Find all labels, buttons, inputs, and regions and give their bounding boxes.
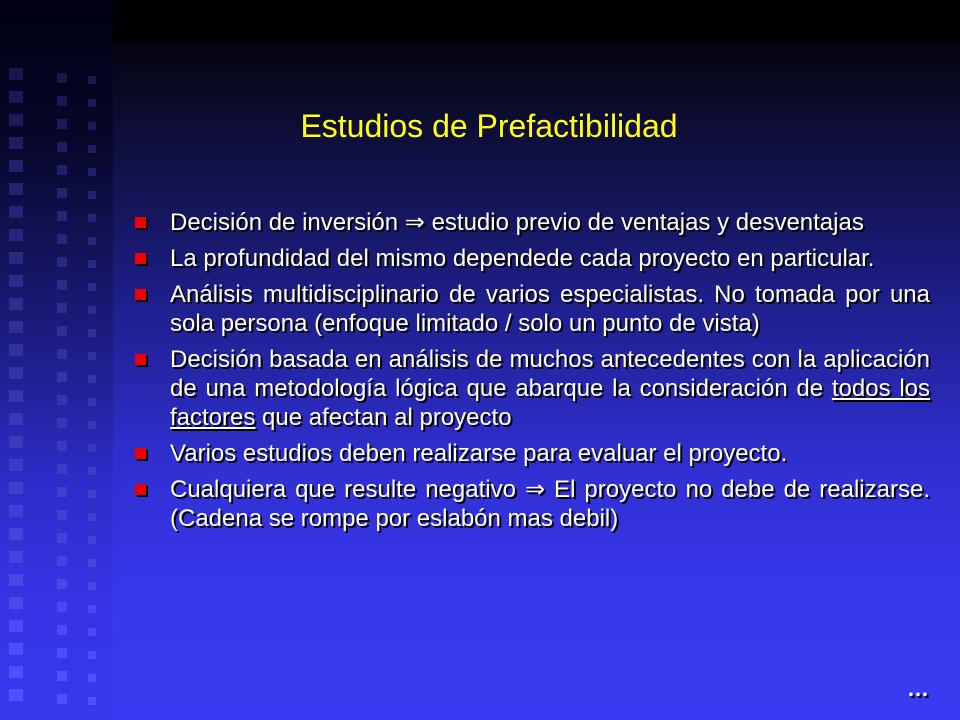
decorative-square-pattern (0, 0, 113, 720)
decorative-square (88, 145, 96, 153)
decorative-square (88, 122, 96, 130)
bullet-text: La profundidad del mismo dependede cada proyecto en particular. (170, 245, 875, 272)
decorative-square (9, 367, 23, 379)
bullet-text-before: Decisión basada en análisis de muchos antecedentes con la aplicación de una metodología lógica que abarque la consideración de (170, 346, 930, 402)
square-bullet-icon (135, 253, 146, 264)
decorative-square (88, 444, 96, 452)
decorative-square (88, 674, 96, 682)
decorative-square (9, 183, 23, 195)
decorative-square (9, 551, 23, 563)
decorative-square (9, 344, 23, 356)
decorative-square (9, 689, 23, 701)
decorative-square (88, 582, 96, 590)
decorative-square (9, 459, 23, 471)
decorative-square (57, 372, 67, 382)
decorative-square (57, 602, 67, 612)
decorative-square (9, 229, 23, 241)
square-bullet-icon (135, 448, 146, 459)
decorative-square (57, 625, 67, 635)
decorative-square (57, 257, 67, 267)
decorative-square (57, 671, 67, 681)
bullet-text: Varios estudios deben realizarse para evaluar el proyecto. (170, 440, 788, 467)
decorative-square (88, 329, 96, 337)
decorative-square (9, 505, 23, 517)
decorative-square (88, 99, 96, 107)
decorative-square (88, 559, 96, 567)
decorative-square (57, 694, 67, 704)
decorative-square (57, 326, 67, 336)
decorative-square (9, 137, 23, 149)
decorative-square (9, 620, 23, 632)
decorative-square (88, 191, 96, 199)
bullet-item (132, 475, 930, 533)
bullet-item (132, 439, 930, 468)
decorative-square (88, 628, 96, 636)
decorative-square (9, 390, 23, 402)
decorative-square (9, 68, 23, 80)
decorative-square (88, 605, 96, 613)
decorative-square (57, 395, 67, 405)
decorative-square (9, 482, 23, 494)
decorative-square (88, 490, 96, 498)
bullet-text: Decisión de inversión ⇒ estudio previo de ventajas y desventajas (170, 209, 864, 236)
decorative-square (88, 352, 96, 360)
decorative-square (57, 119, 67, 129)
square-bullet-icon (135, 289, 146, 300)
decorative-square (57, 556, 67, 566)
decorative-square (88, 306, 96, 314)
decorative-square (57, 73, 67, 83)
bullet-text-underlined: todos los factores (170, 375, 930, 431)
decorative-square (57, 533, 67, 543)
decorative-square (57, 349, 67, 359)
continuation-ellipsis: … (907, 676, 930, 701)
bullet-text-after: que afectan al proyecto (255, 404, 512, 431)
bullet-item (132, 244, 930, 273)
decorative-square (9, 528, 23, 540)
decorative-square (57, 211, 67, 221)
decorative-square (9, 574, 23, 586)
decorative-square (9, 666, 23, 678)
decorative-square (57, 142, 67, 152)
square-bullet-icon (135, 354, 146, 365)
decorative-square (9, 114, 23, 126)
decorative-square (88, 398, 96, 406)
bullet-item (132, 280, 930, 338)
decorative-square (57, 648, 67, 658)
decorative-square (9, 298, 23, 310)
decorative-square (88, 375, 96, 383)
decorative-square (57, 441, 67, 451)
decorative-square (57, 464, 67, 474)
decorative-square (9, 413, 23, 425)
bullet-list (132, 208, 930, 540)
decorative-square (57, 165, 67, 175)
decorative-square (88, 421, 96, 429)
decorative-square (88, 513, 96, 521)
decorative-square (9, 597, 23, 609)
decorative-square (9, 275, 23, 287)
decorative-square (57, 487, 67, 497)
decorative-square (57, 234, 67, 244)
decorative-square (57, 188, 67, 198)
decorative-square (57, 303, 67, 313)
decorative-square (57, 418, 67, 428)
decorative-square (57, 280, 67, 290)
decorative-square (88, 651, 96, 659)
decorative-square (9, 160, 23, 172)
decorative-square (9, 252, 23, 264)
bullet-item (132, 345, 930, 432)
decorative-square (9, 321, 23, 333)
decorative-square (88, 697, 96, 705)
top-dark-band (113, 0, 960, 42)
decorative-square (88, 260, 96, 268)
bullet-text: Análisis multidisciplinario de varios especialistas. No tomada por una sola persona (enfoque limitado / solo un punto de vista) (170, 281, 930, 337)
decorative-square (9, 91, 23, 103)
bullet-text: Cualquiera que resulte negativo ⇒ El proyecto no debe de realizarse. (Cadena se rompe por eslabón mas debil) (170, 476, 930, 532)
decorative-square (88, 214, 96, 222)
decorative-square (88, 76, 96, 84)
decorative-square (57, 96, 67, 106)
decorative-square (88, 283, 96, 291)
decorative-square (57, 579, 67, 589)
decorative-square (9, 643, 23, 655)
decorative-square (9, 436, 23, 448)
square-bullet-icon (135, 484, 146, 495)
decorative-square (88, 237, 96, 245)
bullet-item (132, 208, 930, 237)
slide-title: Estudios de Prefactibilidad (300, 108, 678, 144)
decorative-square (88, 536, 96, 544)
decorative-square (88, 467, 96, 475)
decorative-square (9, 206, 23, 218)
decorative-square (88, 168, 96, 176)
decorative-square (57, 510, 67, 520)
square-bullet-icon (135, 217, 146, 228)
